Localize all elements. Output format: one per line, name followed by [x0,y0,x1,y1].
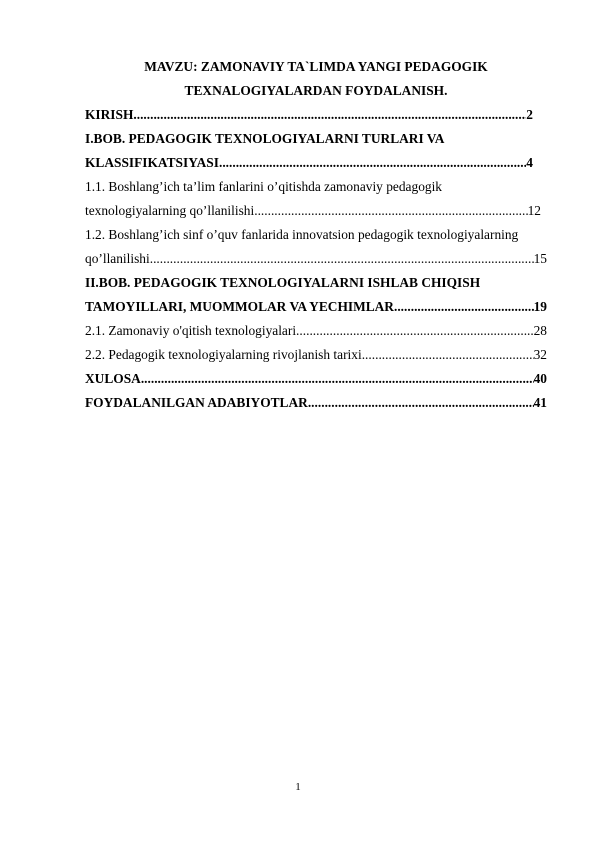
toc-entry-chapter-2 [85,295,547,319]
toc-entry-text: KLASSIFIKATSIYASI [85,155,219,170]
toc-leader-dots [150,247,534,271]
toc-leader-dots [308,391,534,415]
toc-entry-text: FOYDALANILGAN ADABIYOTLAR [85,395,308,410]
toc-entry-section-2-1 [85,319,547,343]
toc-entry-text: XULOSA [85,371,141,386]
toc-page-number: 2 [526,107,533,122]
toc-entry-text: texnologiyalarning qo’llanilishi [85,203,255,218]
toc-entry-text: KIRISH [85,107,134,122]
toc-leader-dots [362,343,534,367]
toc-entry-adabiyotlar [85,391,547,415]
toc-entry-section-1-2 [85,247,547,271]
toc-entry-section-1-1 [85,199,541,223]
toc-page-number: 19 [533,299,547,314]
toc-page-number: 4 [526,155,533,170]
toc-leader-dots [254,199,527,223]
toc-entry-xulosa [85,367,547,391]
toc-leader-dots [219,151,526,175]
toc-entry-chapter-1-line-1: I.BOB. PEDAGOGIK TEXNOLOGIYALARNI TURLARI VA [85,131,445,146]
toc-page-number: 12 [527,203,541,218]
toc-leader-dots [296,319,534,343]
document-title-line-2: TEXNALOGIYALARDAN FOYDALANISH. [184,83,448,98]
toc-page-number: 32 [533,347,547,362]
toc-leader-dots [394,295,534,319]
toc-entry-section-1-1-line-1: 1.1. Boshlang’ich ta’lim fanlarini o’qitishda zamonaviy pedagogik [85,179,442,194]
toc-entry-kirish [85,103,533,127]
toc-entry-text: qo’llanilishi [85,251,150,266]
toc-leader-dots [141,367,534,391]
toc-entry-section-2-2 [85,343,547,367]
page-number: 1 [295,781,301,793]
toc-entry-text: 2.1. Zamonaviy o'qitish texnologiyalari [85,323,297,338]
toc-page-number: 15 [533,251,547,266]
toc-page-number: 41 [533,395,547,410]
toc-leader-dots [133,103,526,127]
toc-entry-chapter-1 [85,151,533,175]
toc-entry-text: TAMOYILLARI, MUOMMOLAR VA YECHIMLAR [85,299,394,314]
document-title-line-1: MAVZU: ZAMONAVIY TA`LIMDA YANGI PEDAGOGIK [144,59,488,74]
toc-page-number: 28 [533,323,547,338]
toc-entry-text: 2.2. Pedagogik texnologiyalarning rivojlanish tarixi [85,347,362,362]
toc-entry-chapter-2-line-1: II.BOB. PEDAGOGIK TEXNOLOGIYALARNI ISHLAB CHIQISH [85,275,481,290]
toc-page-number: 40 [533,371,547,386]
toc-entry-section-1-2-line-1: 1.2. Boshlang’ich sinf o’quv fanlarida innovatsion pedagogik texnologiyalarning [85,227,519,242]
